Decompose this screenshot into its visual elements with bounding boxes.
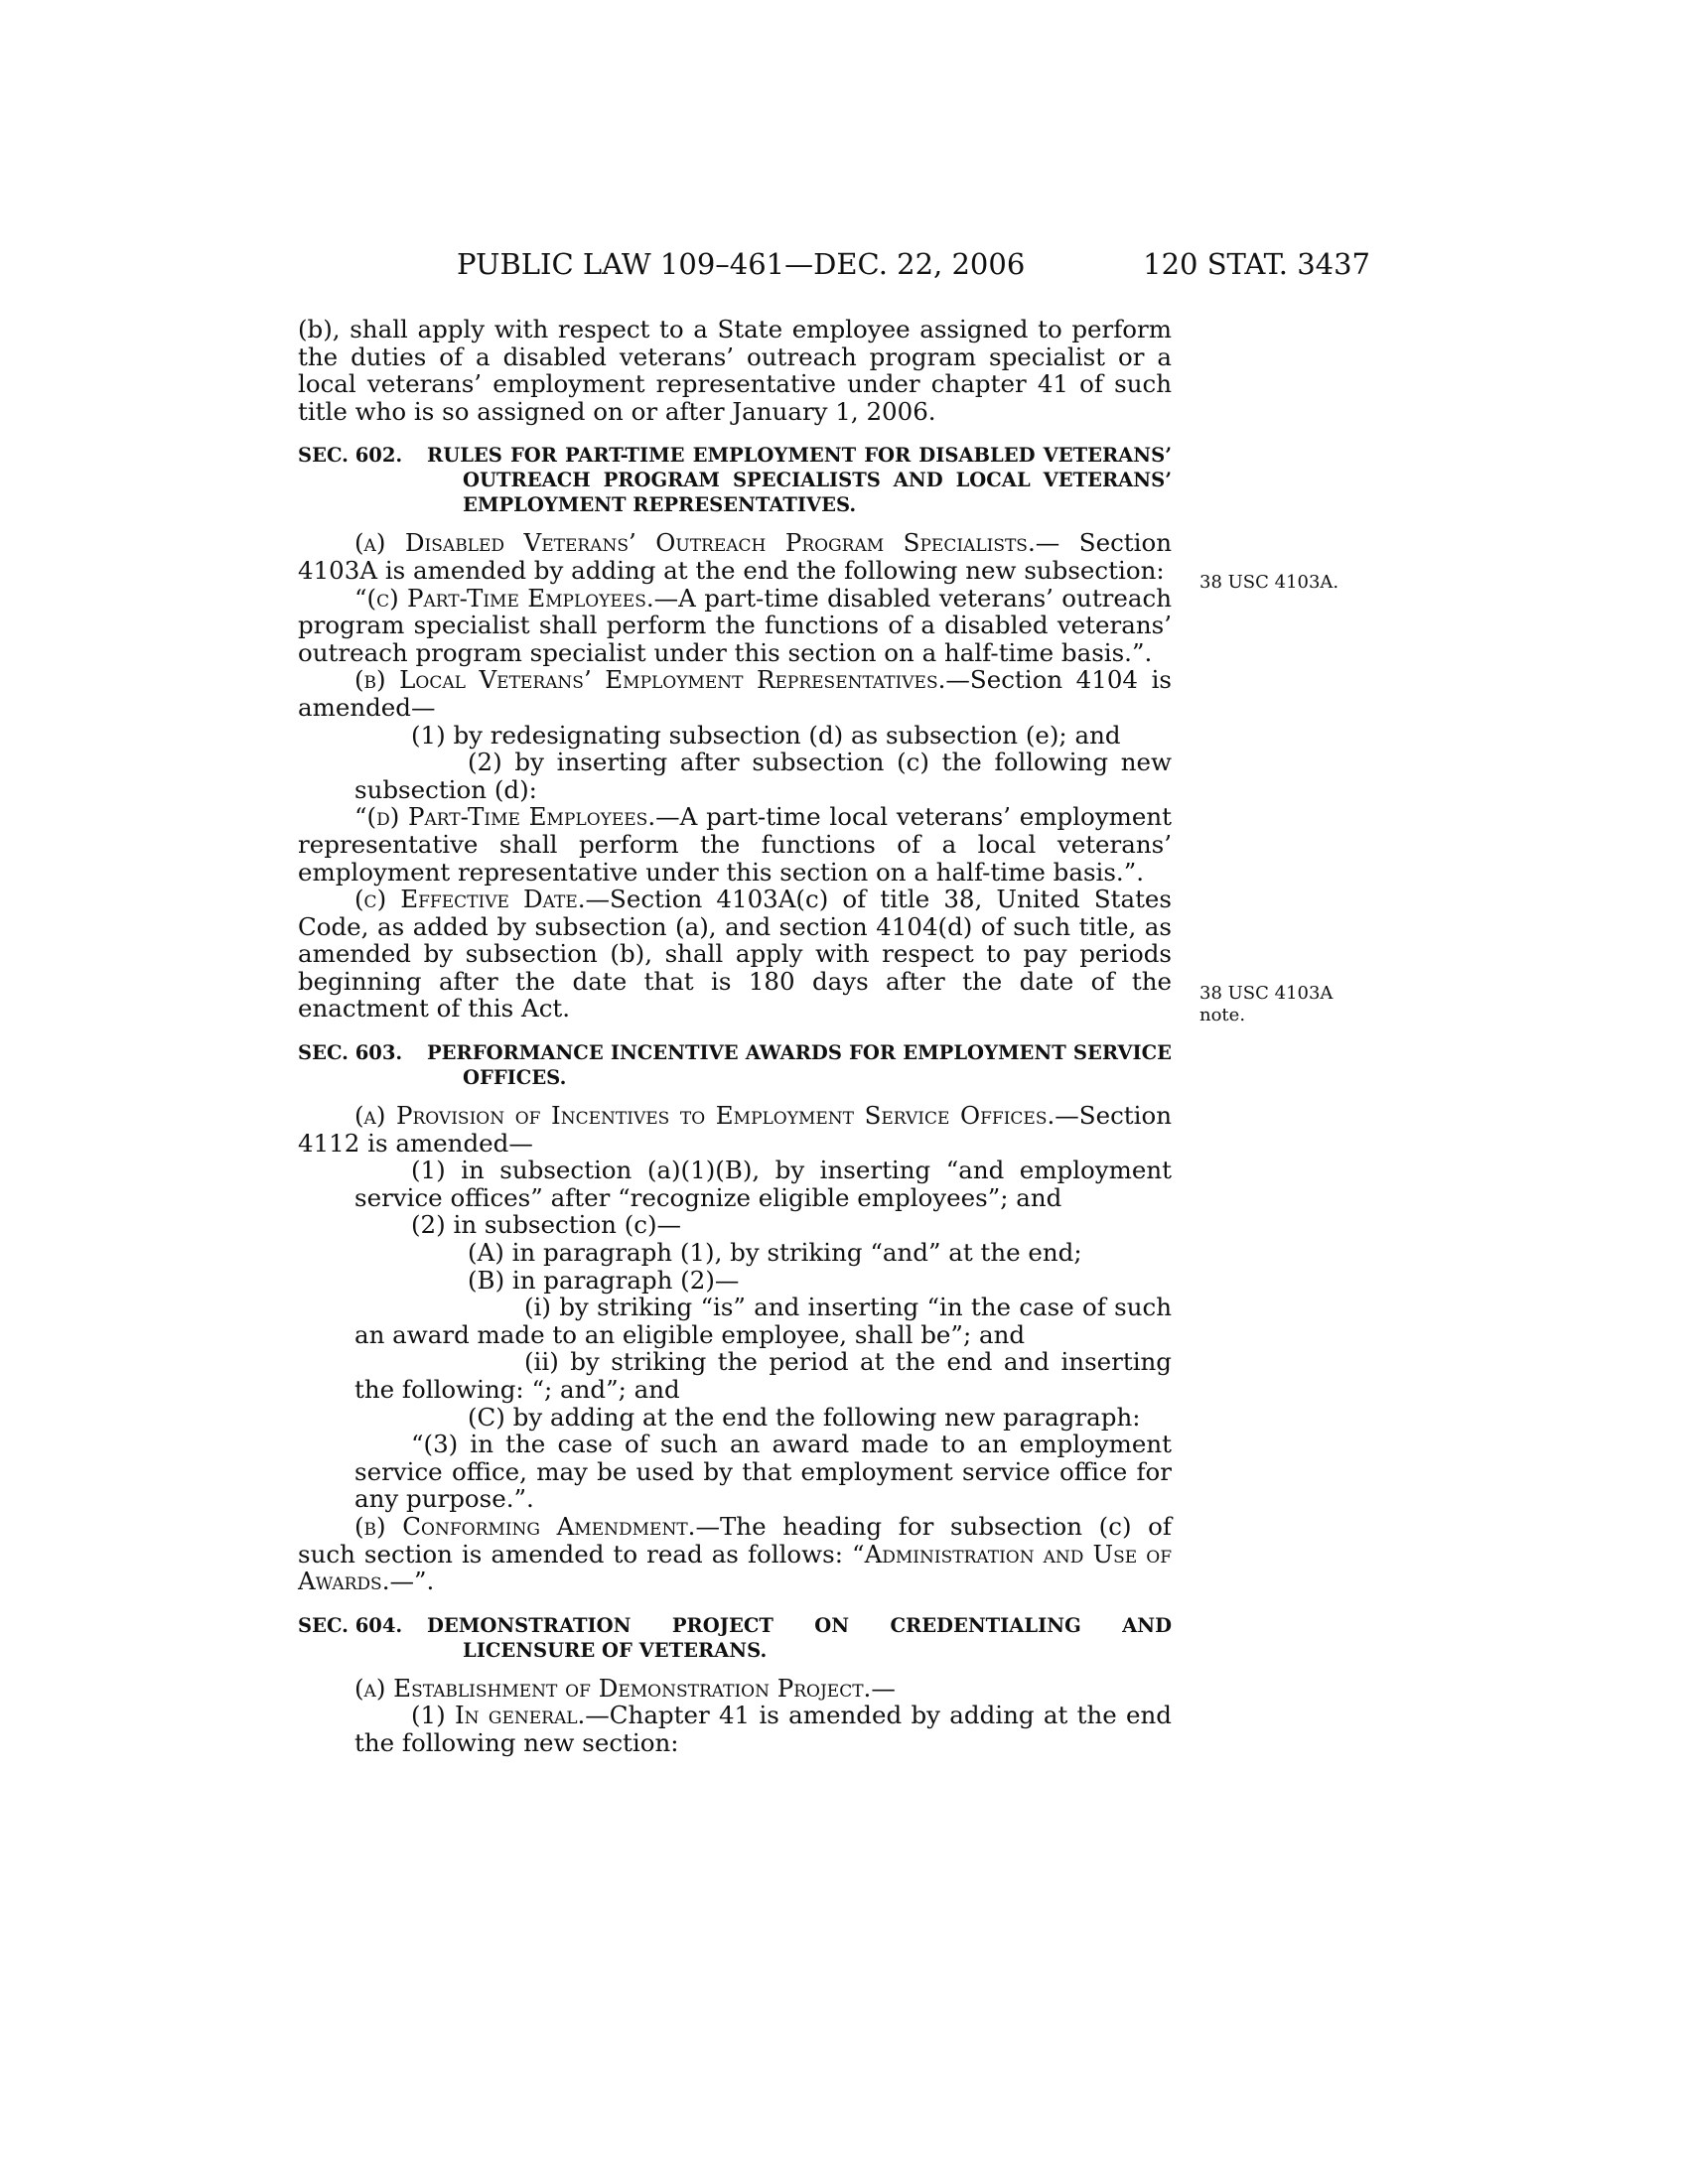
s602-new-subsection-d: “(d) Part-Time Employees.—A part-time local veterans’ employment representative shall perform the functions of a local veterans’ employment representative under this section on a half-time basis.”. (298, 802, 1172, 887)
s604-paragraph-1: (1) In general.—Chapter 41 is amended by adding at the end the following new section: (354, 1701, 1172, 1757)
section-603-heading: SEC. 603. PERFORMANCE INCENTIVE AWARDS FOR EMPLOYMENT SERVICE OFFICES. (298, 1041, 1172, 1090)
s603-subsection-a: (a) Provision of Incentives to Employment Service Offices.—Section 4112 is amended— (298, 1101, 1172, 1158)
margin-note-citation-note: 38 USC 4103A note. (1199, 983, 1334, 1025)
s603-subparagraph-A: (A) in paragraph (1), by striking “and” at the end; (468, 1238, 1082, 1268)
s603-new-paragraph-3: “(3) in the case of such an award made to an employment service office, may be used by that employment service office for any purpose.”. (354, 1430, 1172, 1514)
s603-subparagraph-C: (C) by adding at the end the following new paragraph: (468, 1402, 1141, 1432)
s602-b-paragraph-2: (2) by inserting after subsection (c) the following new subsection (d): (354, 748, 1172, 804)
s603-a-paragraph-1: (1) in subsection (a)(1)(B), by inserting “and employment service offices” after “recognize eligible employees”; and (354, 1156, 1172, 1212)
s602-subsection-c-effective-date: (c) Effective Date.—Section 4103A(c) of title 38, United States Code, as added by subsection (a), and section 4104(d) of such title, as amended by subsection (b), shall apply with respect to pay periods beginning after the date that is 180 days after the date of the enactment of this Act. (298, 885, 1172, 1024)
s603-clause-ii: (ii) by striking the period at the end and inserting the following: “; and”; and (354, 1347, 1172, 1404)
s604-subsection-a: (a) Establishment of Demonstration Project.— (354, 1673, 896, 1703)
s603-subsection-b: (b) Conforming Amendment.—The heading for subsection (c) of such section is amended to read as follows: “Administration and Use of Awards.—”. (298, 1511, 1173, 1596)
page-header (298, 244, 1370, 284)
document-body (298, 316, 1172, 1757)
intro-paragraph: (b), shall apply with respect to a State employee assigned to perform the duties of a disabled veterans’ outreach program specialist or a local veterans’ employment representative under chapter 41 of such title who is so assigned on or after January 1, 2006. (298, 315, 1172, 426)
section-602-heading: SEC. 602. RULES FOR PART-TIME EMPLOYMENT FOR DISABLED VETERANS’ OUTREACH PROGRAM SPECIALISTS AND LOCAL VETERANS’ EMPLOYMENT REPRESENTATIVES. (298, 444, 1172, 517)
s602-subsection-a: (a) Disabled Veterans’ Outreach Program Specialists.— Section 4103A is amended by adding at the end the following new subsection: (298, 528, 1172, 585)
s602-b-paragraph-1: (1) by redesignating subsection (d) as subsection (e); and (411, 720, 1121, 750)
section-604-heading: SEC. 604. DEMONSTRATION PROJECT ON CREDENTIALING AND LICENSURE OF VETERANS. (298, 1613, 1172, 1662)
stat-page-number: 120 STAT. 3437 (1143, 247, 1370, 281)
s603-a-paragraph-2: (2) in subsection (c)— (411, 1210, 682, 1240)
running-head: PUBLIC LAW 109–461—DEC. 22, 2006 (457, 247, 1026, 281)
s603-subparagraph-B: (B) in paragraph (2)— (468, 1265, 740, 1295)
s603-clause-i: (i) by striking “is” and inserting “in the case of such an award made to an eligible employee, shall be”; and (354, 1293, 1172, 1349)
s602-new-subsection-c: “(c) Part-Time Employees.—A part-time disabled veterans’ outreach program specialist shall perform the functions of a disabled veterans’ outreach program specialist under this section on a half-time basis.”. (298, 583, 1172, 667)
s602-subsection-b: (b) Local Veterans’ Employment Representatives.—Section 4104 is amended— (298, 665, 1172, 722)
margin-note-citation: 38 USC 4103A. (1199, 572, 1339, 593)
